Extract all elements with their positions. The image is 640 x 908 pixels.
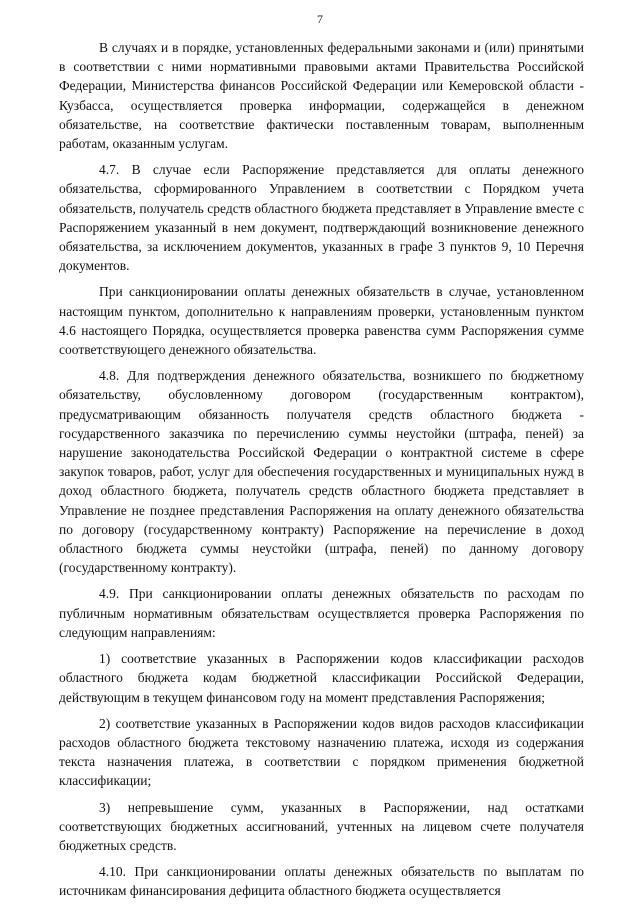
paragraph-5: 4.9. При санкционировании оплаты денежных обязательств по расходам по публичным нормативным обязательствам осуществляется проверка Распоряжения по следующим направлениям: <box>59 586 584 640</box>
document-body <box>59 38 584 908</box>
paragraph-7: 2) соответствие указанных в Распоряжении кодов видов расходов классификации расходов областного бюджета текстовому назначению платежа, исходя из содержания текста назначения платежа, в соответствии с порядком применения бюджетной классификации; <box>59 715 584 789</box>
paragraph-9: 4.10. При санкционировании оплаты денежных обязательств по выплатам по источникам финансирования дефицита областного бюджета осуществляется <box>59 864 584 899</box>
paragraph-4: 4.8. Для подтверждения денежного обязательства, возникшего по бюджетному обязательству, обусловленному договором (государственным контрактом), предусматривающим обязанность получателя средств областного бюджета - государственного заказчика по перечислению суммы неустойки (штрафа, пеней) за нарушение законодательства Российской Федерации о контрактной системе в сфере закупок товаров, работ, услуг для обеспечения государственных и муниципальных нужд в доход областного бюджета, получатель средств областного бюджета представляет в Управление не позднее представления Распоряжения на оплату денежного обязательства по договору (государственному контракту) Распоряжение на перечисление в доход областного бюджета суммы неустойки (штрафа, пеней) по данному договору (государственному контракту). <box>59 368 584 576</box>
paragraph-1: В случаях и в порядке, установленных федеральными законами и (или) принятыми в соответствии с ними нормативными правовыми актами Правительства Российской Федерации, Министерства финансов Российской Федерации или Кемеровской области - Кузбасса, осуществляется проверка информации, содержащейся в денежном обязательстве, на соответствие фактически поставленным товарам, выполненным работам, оказанным услугам. <box>59 40 584 152</box>
paragraph-2: 4.7. В случае если Распоряжение представляется для оплаты денежного обязательства, сформированного Управлением в соответствии с Порядком учета обязательств, получатель средств областного бюджета представляет в Управление вместе с Распоряжением указанный в нем документ, подтверждающий возникновение денежного обязательства, за исключением документов, указанных в графе 3 пунктов 9, 10 Перечня документов. <box>59 162 584 274</box>
paragraph-6: 1) соответствие указанных в Распоряжении кодов классификации расходов областного бюджета кодам бюджетной классификации Российской Федерации, действующим в текущем финансовом году на момент представления Распоряжения; <box>59 651 584 705</box>
page-number: 7 <box>317 12 323 26</box>
paragraph-3: При санкционировании оплаты денежных обязательств в случае, установленном настоящим пунктом, дополнительно к направлениям проверки, установленным пунктом 4.6 настоящего Порядка, осуществляется проверка равенства сумм Распоряжения сумме соответствующего денежного обязательства. <box>59 284 584 358</box>
paragraph-8: 3) непревышение сумм, указанных в Распоряжении, над остатками соответствующих бюджетных ассигнований, учтенных на лицевом счете получателя бюджетных средств. <box>59 799 584 853</box>
